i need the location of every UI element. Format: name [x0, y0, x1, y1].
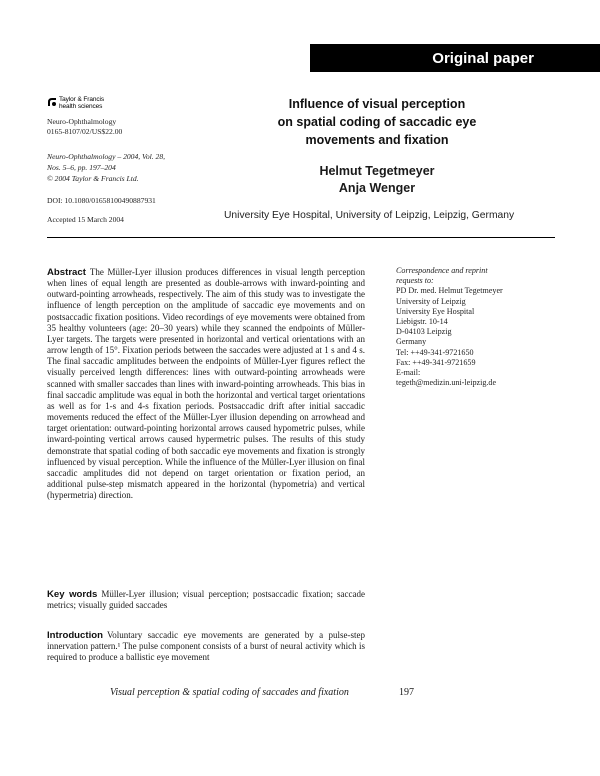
copyright-line: © 2004 Taylor & Francis Ltd.	[47, 174, 139, 183]
doi: DOI: 10.1080/01658100490887931	[47, 196, 156, 205]
introduction	[47, 630, 365, 663]
keywords-text: Müller-Lyer illusion; visual perception; postsaccadic fixation; saccade metrics; visually guided saccades	[47, 589, 365, 611]
correspondence-email-label: E-mail:	[396, 368, 421, 378]
page-number: 197	[399, 687, 414, 698]
title-line-1: Influence of visual perception	[288, 97, 466, 111]
article-type-label: Original paper	[432, 49, 534, 67]
correspondence-line: PD Dr. med. Helmut Tegetmeyer	[396, 286, 503, 296]
accepted-date: Accepted 15 March 2004	[47, 215, 124, 224]
correspondence-heading-2: requests to:	[396, 276, 434, 286]
introduction-heading: Introduction	[47, 630, 103, 641]
correspondence-heading-1: Correspondence and reprint	[396, 266, 488, 275]
journal-name: Neuro-Ophthalmology	[47, 117, 117, 126]
issn: 0165-8107/02/US$22.00	[47, 127, 123, 136]
affiliation: University Eye Hospital, University of Leipzig, Leipzig, Germany	[224, 210, 515, 221]
correspondence-line: University of Leipzig	[396, 296, 466, 306]
article-title	[246, 95, 508, 149]
publisher-division: health sciences	[59, 103, 103, 110]
article-type-banner	[310, 44, 600, 72]
keywords	[47, 589, 365, 611]
header-divider	[47, 237, 555, 238]
author-1: Helmut Tegetmeyer	[319, 164, 435, 178]
abstract	[47, 267, 365, 501]
author-2: Anja Wenger	[338, 181, 416, 195]
correspondence-block	[396, 266, 561, 388]
abstract-text: The Müller-Lyer illusion produces differences in visual length perception when lines of equal length are presented as double-arrows with inward-pointing and outward-pointing arrowheads, respectively. The aim of this study was to investigate the influence of length perception on the amplitude of saccadic eye movements and on postsaccadic fixation positions. Video recordings of eye movements were obtained from 35 healthy volunteers (age: 20–30 years) while they scanned the endpoints of Müller-Lyer targets. The targets were presented in horizontal and vertical orientations with an arrow length of 15°. Fixation periods between the saccades were adjusted at 1 s and 4 s. The final saccadic amplitudes between the endpoints of Müller-Lyer figures reflect the visually perceived length differences: lines with outward-pointing arrowheads were scanned with smaller saccades than lines with inward-pointing arrowheads. This bias in final saccadic amplitude was equal in both the horizontal and vertical target orientations as well as for 1-s and 4-s fixation periods. Postsaccadic drift after initial saccadic movements reduced the effect of the Müller-Lyer illusion depending on arrowhead and target orientation: outward-pointing horizontal arrows caused hypometric pulses, while inward-pointing vertical arrows caused hypermetric pulses. The results of this study demonstrate that spatial coding of both saccadic eye movements and fixation is strongly influenced by visual perception. While the influence of the Müller-Lyer illusion on final saccadic amplitudes did not depend on target orientation or fixation period, an additional pulse-step mismatch appeared in the horizontal (hypometria) and vertical (hypermetria) direction.	[47, 267, 365, 501]
publisher-logo-icon	[47, 97, 57, 107]
introduction-text: Voluntary saccadic eye movements are generated by a pulse-step innervation pattern.¹ The pulse component consists of a burst of neural activity which is required to produce a ballistic eye movement	[47, 630, 365, 663]
correspondence-line: Liebigstr. 10-14	[396, 317, 448, 327]
publisher-logo-text	[59, 96, 104, 110]
title-line-2: on spatial coding of saccadic eye	[277, 115, 477, 129]
publisher-name: Taylor & Francis	[59, 96, 104, 103]
correspondence-phone: Tel: ++49-341-9721650	[396, 347, 474, 357]
title-line-3: movements and fixation	[305, 133, 449, 147]
correspondence-line: University Eye Hospital	[396, 306, 475, 316]
abstract-heading: Abstract	[47, 267, 86, 278]
citation-line-2: Nos. 5–6, pp. 197–204	[47, 163, 116, 172]
running-title: Visual perception & spatial coding of saccades and fixation	[110, 687, 349, 698]
correspondence-line: D-04103 Leipzig	[396, 327, 452, 337]
publisher-logo	[47, 96, 104, 110]
correspondence-line: Germany	[396, 337, 427, 347]
citation-line-1: Neuro-Ophthalmology – 2004, Vol. 28,	[47, 152, 166, 161]
correspondence-fax: Fax: ++49-341-9721659	[396, 357, 476, 367]
correspondence-email: tegeth@medizin.uni-leipzig.de	[396, 378, 497, 388]
keywords-heading: Key words	[47, 589, 98, 600]
